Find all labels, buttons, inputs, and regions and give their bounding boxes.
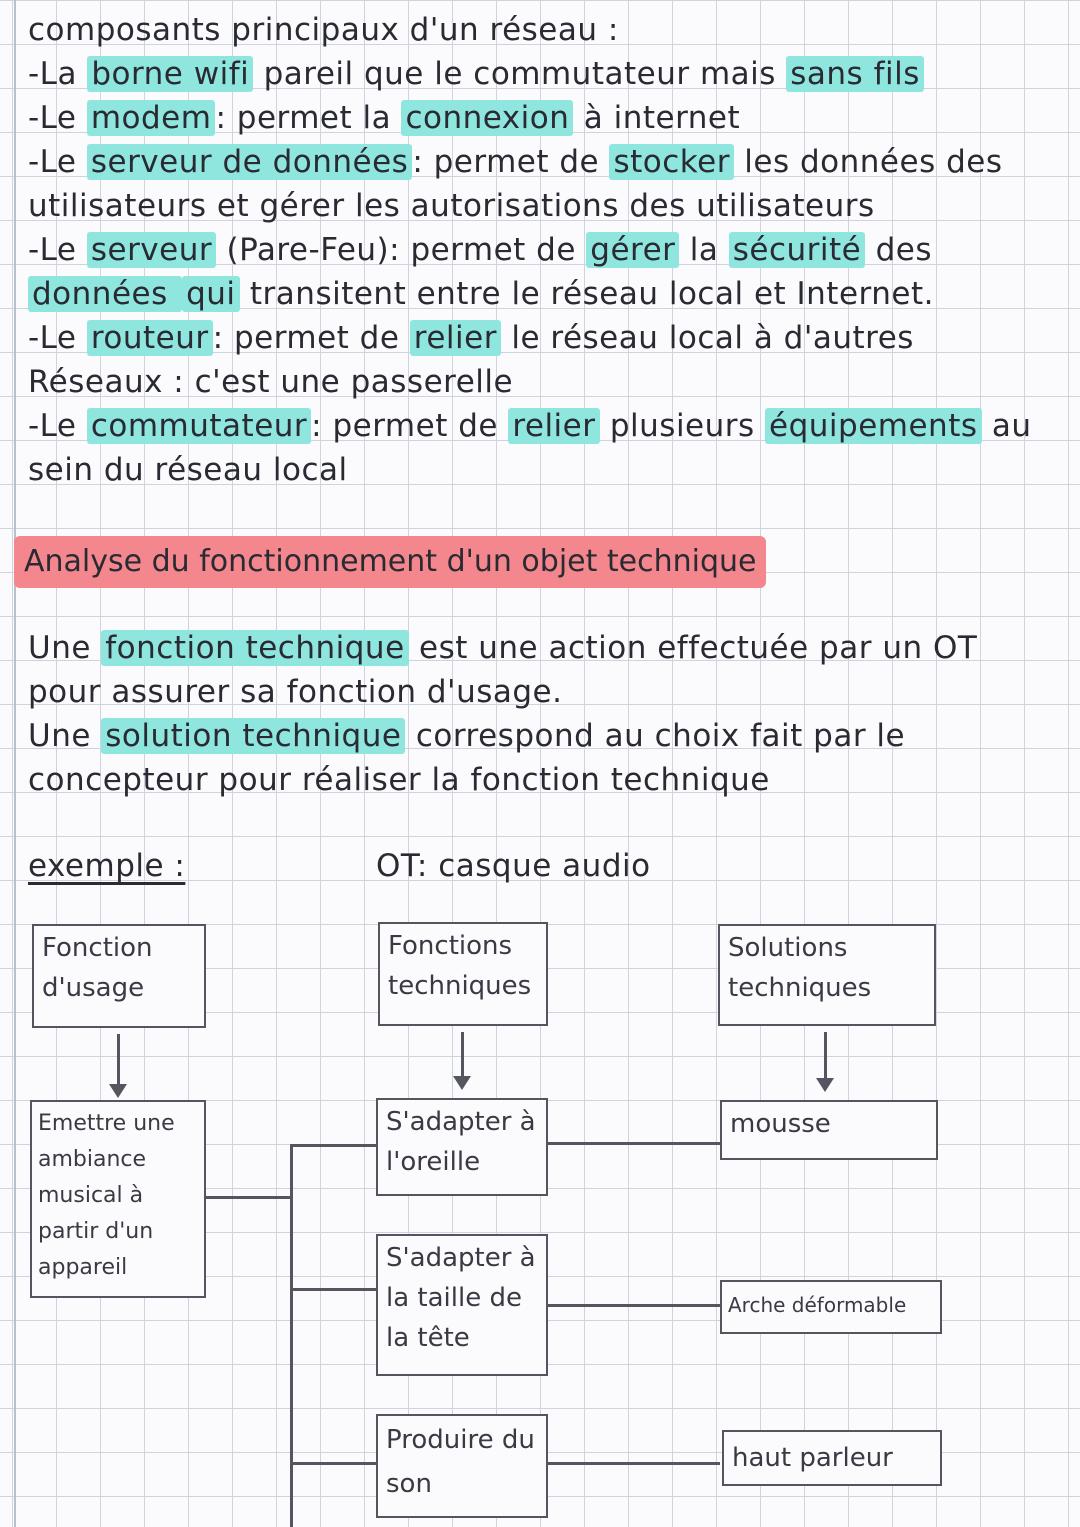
term-routeur: routeur	[87, 320, 213, 356]
solution-box-1: mousse	[720, 1100, 938, 1160]
tech-function-box-3: Produire du son	[376, 1414, 548, 1518]
example-label: exemple :	[28, 848, 186, 884]
def-solution-technique: Une solution technique correspond au choix fait par le	[28, 718, 906, 754]
object-label: OT: casque audio	[376, 848, 651, 884]
network-heading: composants principaux d'un réseau :	[28, 12, 619, 48]
term-fonction-technique: fonction technique	[101, 630, 408, 666]
header-solutions-techniques: Solutions techniques	[718, 924, 936, 1026]
header-fonction-usage: Fonction d'usage	[32, 924, 206, 1028]
arrow-shaft-usage	[117, 1034, 120, 1084]
arrow-shaft-tech	[461, 1032, 464, 1076]
connector-solution-2	[548, 1304, 720, 1307]
arrow-head-tech	[453, 1076, 471, 1090]
item-pare-feu-cont: données qui transitent entre le réseau local et Internet.	[28, 274, 934, 314]
arrow-shaft-sol	[824, 1032, 827, 1078]
term-borne-wifi: borne wifi	[87, 56, 253, 92]
section-title: Analyse du fonctionnement d'un objet technique	[14, 536, 766, 588]
connector-solution-3	[548, 1462, 720, 1465]
item-commutateur: -Le commutateur : permet de relier plusieurs équipements au	[28, 408, 1032, 444]
term-serveur-donnees: serveur de données	[87, 144, 412, 180]
connector-branch-2	[290, 1288, 378, 1291]
term-modem: modem	[87, 100, 216, 136]
item-pare-feu: -Le serveur (Pare-Feu): permet de gérer la sécurité des	[28, 232, 933, 268]
item-serveur-donnees-cont: utilisateurs et gérer les autorisations des utilisateurs	[28, 188, 875, 224]
connector-branch-1	[290, 1144, 378, 1147]
header-fonctions-techniques: Fonctions techniques	[378, 922, 548, 1026]
connector-solution-1	[548, 1142, 720, 1145]
page-margin-line	[14, 0, 16, 1527]
connector-usage-to-tree	[206, 1196, 292, 1199]
def-fonction-technique: Une fonction technique est une action effectuée par un OT	[28, 630, 978, 666]
usage-function-box: Emettre une ambiance musical à partir d'un appareil	[30, 1100, 206, 1298]
def-fonction-technique-cont: pour assurer sa fonction d'usage.	[28, 674, 563, 710]
def-solution-technique-cont: concepteur pour réaliser la fonction technique	[28, 762, 770, 798]
connector-branch-3	[290, 1462, 378, 1465]
item-routeur-cont: Réseaux : c'est une passerelle	[28, 364, 514, 400]
tech-function-box-1: S'adapter à l'oreille	[376, 1098, 548, 1196]
arrow-head-sol	[816, 1078, 834, 1092]
item-commutateur-cont: sein du réseau local	[28, 452, 348, 488]
solution-box-3: haut parleur	[722, 1430, 942, 1486]
solution-box-2: Arche déformable	[720, 1280, 942, 1334]
item-serveur-donnees: -Le serveur de données : permet de stocker les données des	[28, 144, 1003, 180]
term-serveur-pare-feu: serveur	[87, 232, 216, 268]
item-routeur: -Le routeur : permet de relier le réseau local à d'autres	[28, 320, 914, 356]
term-commutateur: commutateur	[87, 408, 311, 444]
connector-tree-trunk	[290, 1144, 293, 1527]
term-solution-technique: solution technique	[101, 718, 405, 754]
item-borne-wifi: -La borne wifi pareil que le commutateur mais sans fils	[28, 54, 924, 94]
tech-function-box-2: S'adapter à la taille de la tête	[376, 1234, 548, 1376]
item-modem: -Le modem : permet la connexion à internet	[28, 100, 741, 136]
arrow-head-usage	[109, 1084, 127, 1098]
